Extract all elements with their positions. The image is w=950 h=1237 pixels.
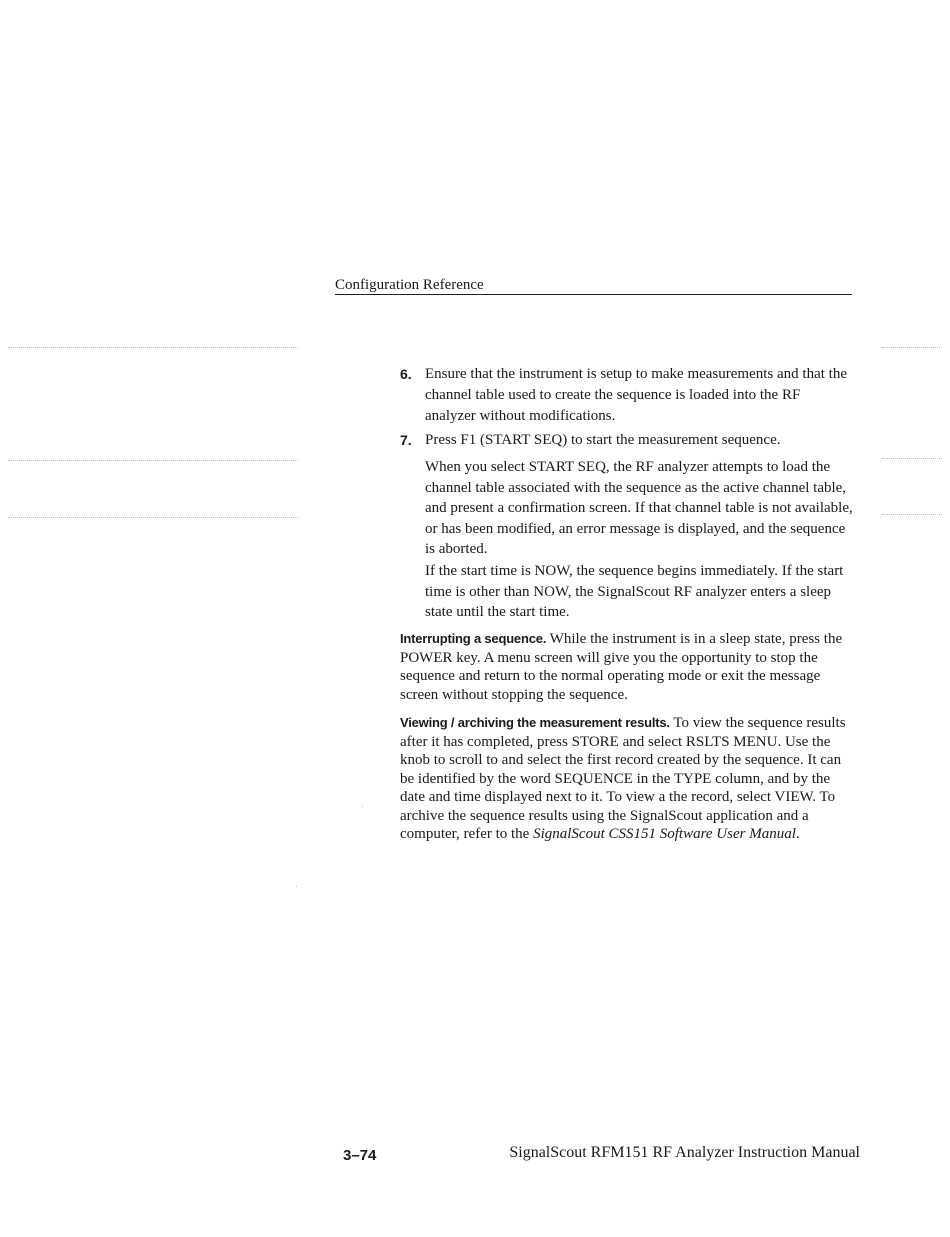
margin-dots: [8, 517, 298, 518]
margin-dots: [882, 458, 942, 459]
margin-dots: [8, 460, 298, 461]
manual-reference: SignalScout CSS151 Software User Manual: [533, 826, 796, 842]
step-6: [400, 364, 850, 427]
sentence-end: .: [795, 826, 800, 842]
scan-speck: [296, 886, 297, 887]
margin-dots: [882, 347, 942, 348]
start-time-paragraph: If the start time is NOW, the sequence begins immediately. If the start time is other than NOW, the SignalScout RF analyzer enters a sleep state until the start time.: [425, 563, 844, 620]
margin-dots: [8, 347, 298, 348]
paragraph-text: While the instrument is in a sleep state, press the POWER key. A menu screen will give you the opportunity to stop the sequence and return to the normal operating mode or exit the message screen without stopping the sequence.: [400, 631, 843, 703]
paragraph-text: To view the sequence results after it has completed, press STORE and select RSLTS MENU. Use the knob to scroll to and select the first record created by the sequence. It can be identified by the word SEQUENCE in the TYPE column, and by the date and time displayed next to it. To view a the record, select VIEW. To archive the sequence results using the SignalScout application and a computer, refer to the: [400, 715, 846, 842]
running-header: Configuration Reference: [335, 277, 484, 293]
start-seq-paragraph: When you select START SEQ, the RF analyzer attempts to load the channel table associated with the sequence as the active channel table, and present a confirmation screen. If that channel table is not available, or has been modified, an error message is displayed, and the sequence is aborted.: [425, 459, 853, 557]
run-in-heading: Viewing / archiving the measurement results.: [400, 715, 670, 730]
step-text: Press F1 (START SEQ) to start the measurement sequence.: [425, 432, 781, 448]
margin-dots: [882, 514, 942, 515]
footer-manual-title: SignalScout RFM151 RF Analyzer Instruction Manual: [509, 1144, 860, 1161]
viewing-paragraph: [400, 714, 852, 844]
header-rule: [335, 294, 852, 295]
step-number: 7.: [400, 432, 412, 448]
interrupting-paragraph: [400, 630, 852, 704]
scan-speck: [362, 806, 363, 807]
step-7: [400, 430, 850, 451]
page-number: 3–74: [343, 1147, 377, 1164]
run-in-heading: Interrupting a sequence.: [400, 631, 547, 646]
step-text: Ensure that the instrument is setup to make measurements and that the channel table used to create the sequence is loaded into the RF analyzer without modifications.: [425, 366, 847, 424]
step-number: 6.: [400, 366, 412, 382]
